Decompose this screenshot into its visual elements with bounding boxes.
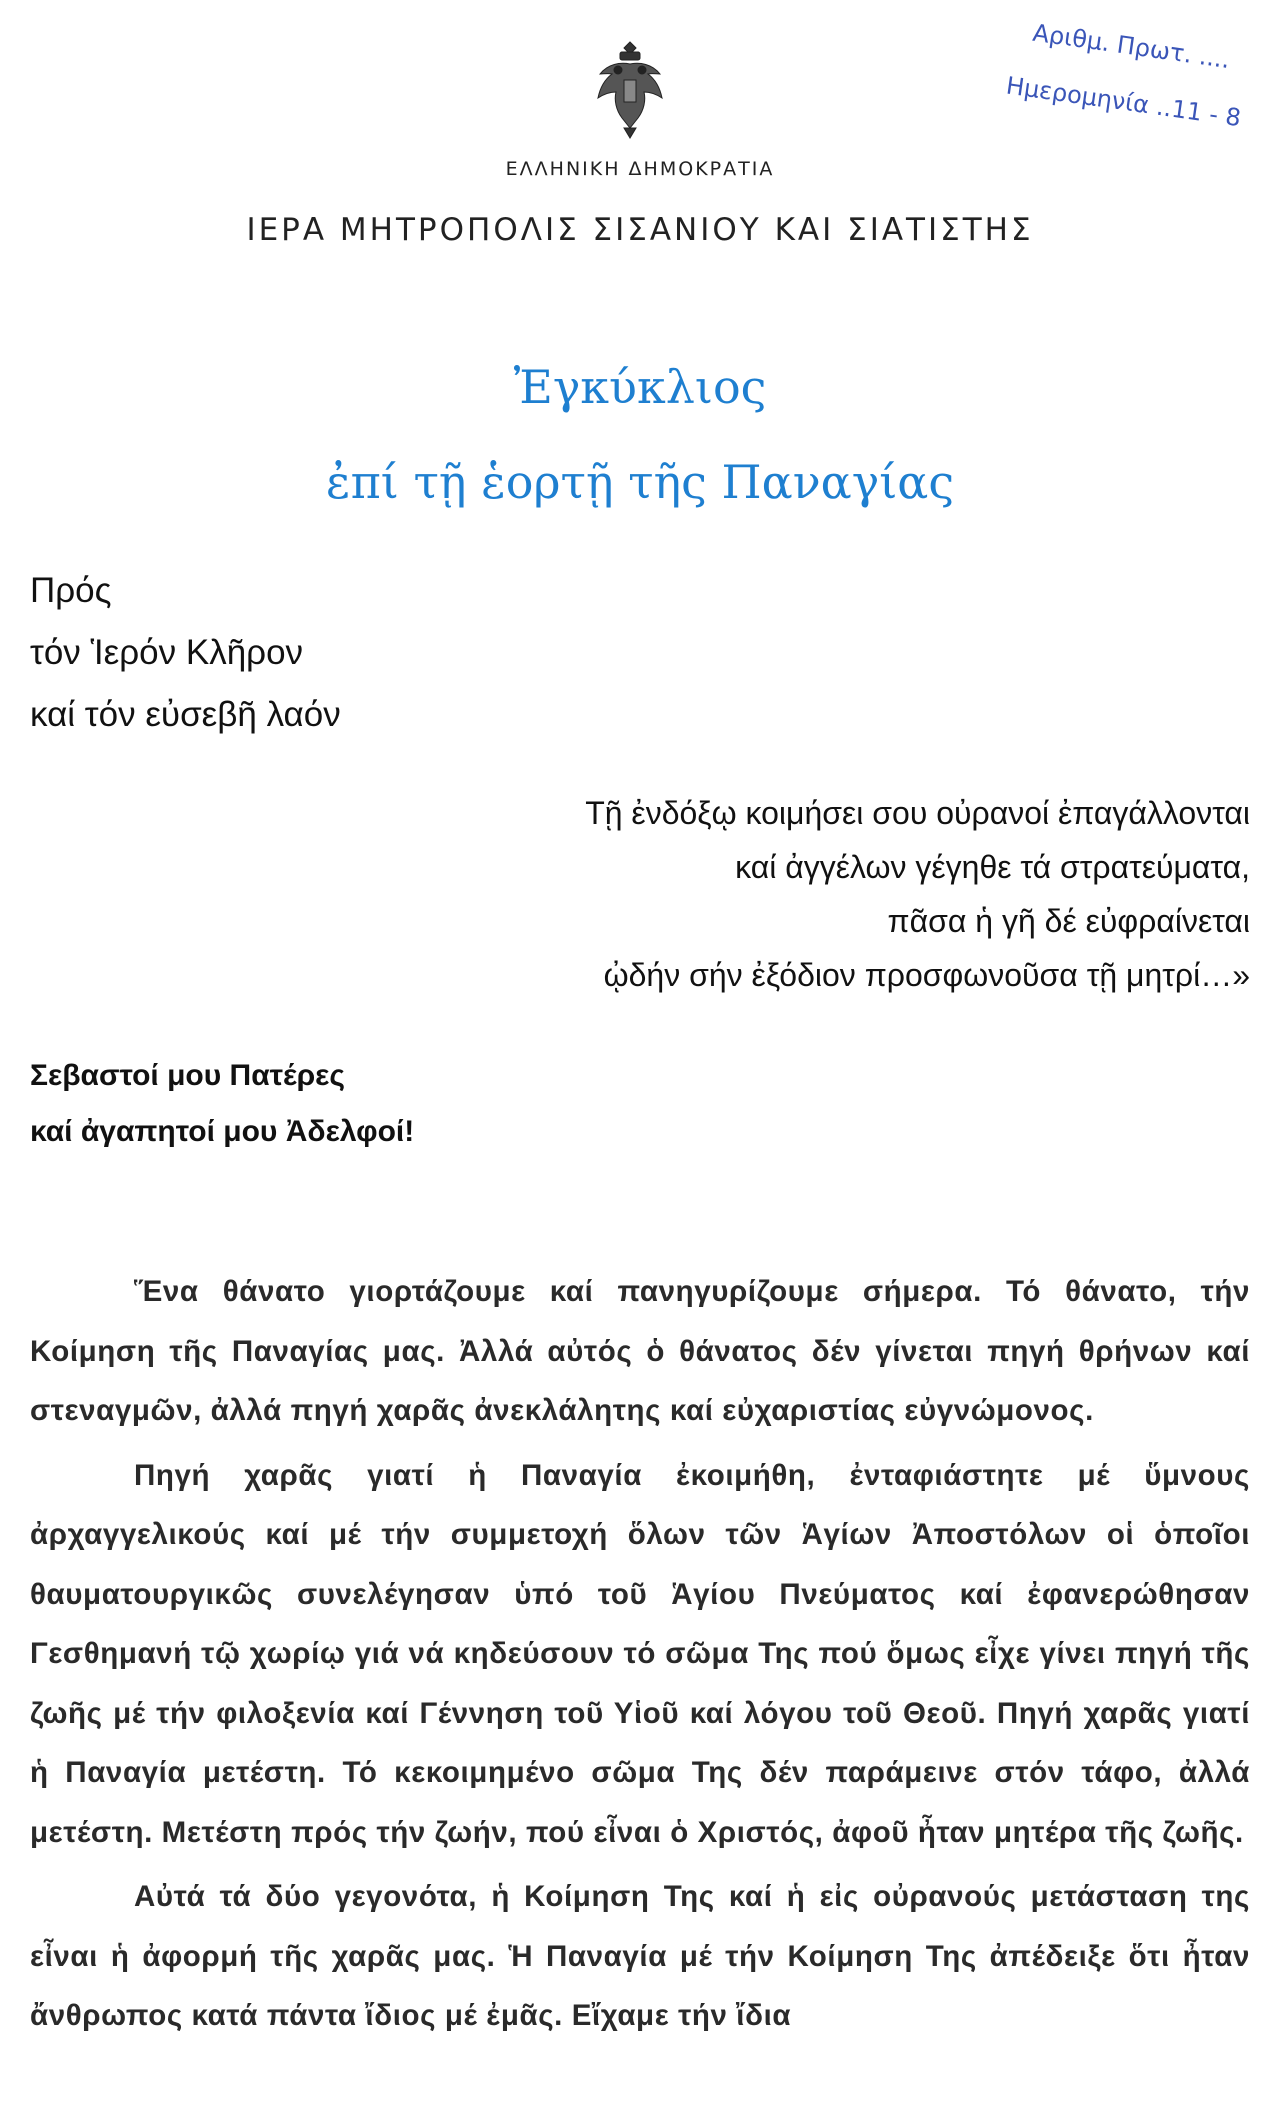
greeting-line: Σεβαστοί μου Πατέρες	[30, 1059, 345, 1092]
address-line: Πρός	[30, 571, 112, 610]
double-headed-eagle-icon	[590, 40, 670, 140]
hymn-line: πᾶσα ἡ γῆ δέ εὐφραίνεται	[887, 903, 1250, 939]
metropolis-heading: ΙΕΡΑ ΜΗΤΡΟΠΟΛΙΣ ΣΙΣΑΝΙΟΥ ΚΑΙ ΣΙΑΤΙΣΤΗΣ	[246, 212, 1034, 248]
address-block	[30, 560, 341, 746]
letter-body	[30, 1262, 1250, 2051]
body-paragraph: Αὐτά τά δύο γεγονότα, ἡ Κοίμηση Της καί ἡ εἰς οὐρανούς μετάσταση της εἶναι ἡ ἀφορμή τῆς χαρᾶς μας. Ἡ Παναγία μέ τήν Κοίμηση Της ἀπέδειξε ὅτι ἦταν ἄνθρωπος κατά πάντα ἴδιος μέ ἐμᾶς. Εἴχαμε τήν ἴδια	[30, 1880, 1250, 2032]
document-title: Ἐγκύκλιος	[513, 360, 767, 414]
hymn-line: καί ἀγγέλων γέγηθε τά στρατεύματα,	[735, 849, 1250, 885]
stamp-protocol-number: Αριθμ. Πρωτ. ....	[1031, 18, 1232, 75]
republic-heading: ΕΛΛΗΝΙΚΗ ΔΗΜΟΚΡΑΤΙΑ	[505, 158, 775, 180]
hymn-line: Τῇ ἐνδόξῳ κοιμήσει σου οὐρανοί ἐπαγάλλονται	[585, 795, 1250, 831]
greeting	[30, 1048, 414, 1160]
greeting-line: καί ἀγαπητοί μου Ἀδελφοί!	[30, 1115, 415, 1148]
hymn-quote	[350, 786, 1250, 1002]
body-paragraph: Πηγή χαρᾶς γιατί ἡ Παναγία ἐκοιμήθη, ἐνταφιάστητε μέ ὕμνους ἀρχαγγελικούς καί μέ τήν συμμετοχή ὅλων τῶν Ἁγίων Ἀποστόλων οἱ ὁποῖοι θαυματουργικῶς συνελέγησαν ὑπό τοῦ Ἁγίου Πνεύματος καί ἐφανερώθησαν Γεσθημανή τῷ χωρίῳ γιά νά κηδεύσουν τό σῶμα Της πού ὅμως εἶχε γίνει πηγή τῆς ζωῆς μέ τήν φιλοξενία καί Γέννηση τοῦ Υἱοῦ καί λόγου τοῦ Θεοῦ. Πηγή χαρᾶς γιατί ἡ Παναγία μετέστη. Τό κεκοιμημένο σῶμα Της δέν παράμεινε στόν τάφο, ἀλλά μετέστη. Μετέστη πρός τήν ζωήν, πού εἶναι ὁ Χριστός, ἀφοῦ ἦταν μητέρα τῆς ζωῆς.	[30, 1458, 1250, 1849]
hymn-line: ᾠδήν σήν ἐξόδιον προσφωνοῦσα τῇ μητρί…»	[603, 957, 1250, 993]
protocol-stamp	[1005, 18, 1280, 232]
address-line: τόν Ἱερόν Κλῆρον	[30, 633, 304, 672]
address-line: καί τόν εὐσεβῆ λαόν	[30, 695, 341, 734]
body-paragraph: Ἕνα θάνατο γιορτάζουμε καί πανηγυρίζουμε σήμερα. Τό θάνατο, τήν Κοίμηση τῆς Παναγίας μας. Ἀλλά αὐτός ὁ θάνατος δέν γίνεται πηγή θρήνων καί στεναγμῶν, ἀλλά πηγή χαρᾶς ἀνεκλάλητης καί εὐχαριστίας εὐγνώμονος.	[30, 1275, 1250, 1427]
stamp-date: Ημερομηνία ..11 - 8	[1004, 71, 1243, 133]
document-subtitle: ἐπί τῇ ἑορτῇ τῆς Παναγίας	[325, 455, 955, 509]
